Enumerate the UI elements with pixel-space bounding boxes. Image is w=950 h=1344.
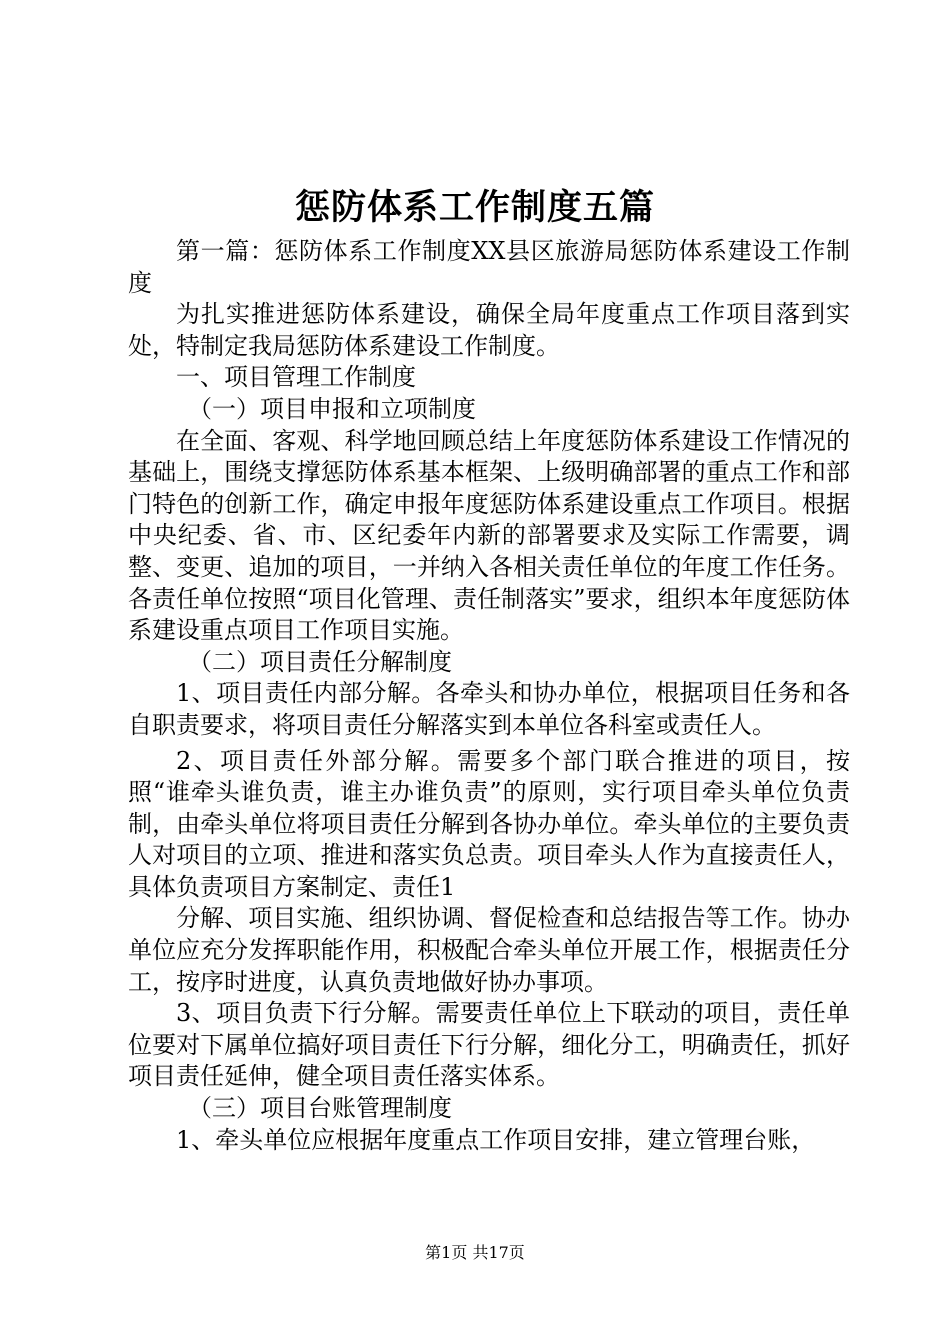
paragraph-internal-decomposition: 1、项目责任内部分解。各牵头和协办单位，根据项目任务和各自职责要求，将项目责任分解落实到本单位各科室或责任人。 — [128, 679, 850, 739]
paragraph-downward-decomposition: 3、项目负责下行分解。需要责任单位上下联动的项目，责任单位要对下属单位搞好项目责任下行分解，细化分工，明确责任，抓好项目责任延伸，健全项目责任落实体系。 — [128, 999, 850, 1091]
paragraph-intro: 为扎实推进惩防体系建设，确保全局年度重点工作项目落到实处，特制定我局惩防体系建设工作制度。 — [128, 300, 850, 360]
paragraph-heading-part-one: 第一篇：惩防体系工作制度XX县区旅游局惩防体系建设工作制度 — [128, 237, 850, 297]
section-heading-project-management: 一、项目管理工作制度 — [176, 363, 416, 392]
subsection-heading-ledger: （三）项目台账管理制度 — [188, 1094, 452, 1123]
page-footer: 第1页 共17页 — [425, 1243, 525, 1262]
subsection-heading-responsibility: （二）项目责任分解制度 — [188, 647, 452, 676]
subsection-heading-application: （一）项目申报和立项制度 — [188, 394, 476, 423]
paragraph-external-decomposition: 2、项目责任外部分解。需要多个部门联合推进的项目，按照“谁牵头谁负责，谁主办谁负责”的原则，实行项目牵头单位负责制，由牵头单位将项目责任分解到各协办单位。牵头单位的主要负责人对项目的立项、推进和落实负总责。项目牵头人作为直接责任人，具体负责项目方案制定、责任1 — [128, 746, 850, 901]
paragraph-application: 在全面、客观、科学地回顾总结上年度惩防体系建设工作情况的基础上，围绕支撑惩防体系基本框架、上级明确部署的重点工作和部门特色的创新工作，确定申报年度惩防体系建设重点工作项目。根据中央纪委、省、市、区纪委年内新的部署要求及实际工作需要，调整、变更、追加的项目，一并纳入各相关责任单位的年度工作任务。各责任单位按照“项目化管理、责任制落实”要求，组织本年度惩防体系建设重点项目工作项目实施。 — [128, 426, 850, 645]
paragraph-ledger: 1、牵头单位应根据年度重点工作项目安排，建立管理台账， — [176, 1125, 816, 1154]
document-body — [128, 236, 850, 1156]
document-title: 惩防体系工作制度五篇 — [294, 187, 655, 228]
paragraph-decomposition-continued: 分解、项目实施、组织协调、督促检查和总结报告等工作。协办单位应充分发挥职能作用，积极配合牵头单位开展工作，根据责任分工，按序时进度，认真负责地做好协办事项。 — [128, 904, 850, 996]
